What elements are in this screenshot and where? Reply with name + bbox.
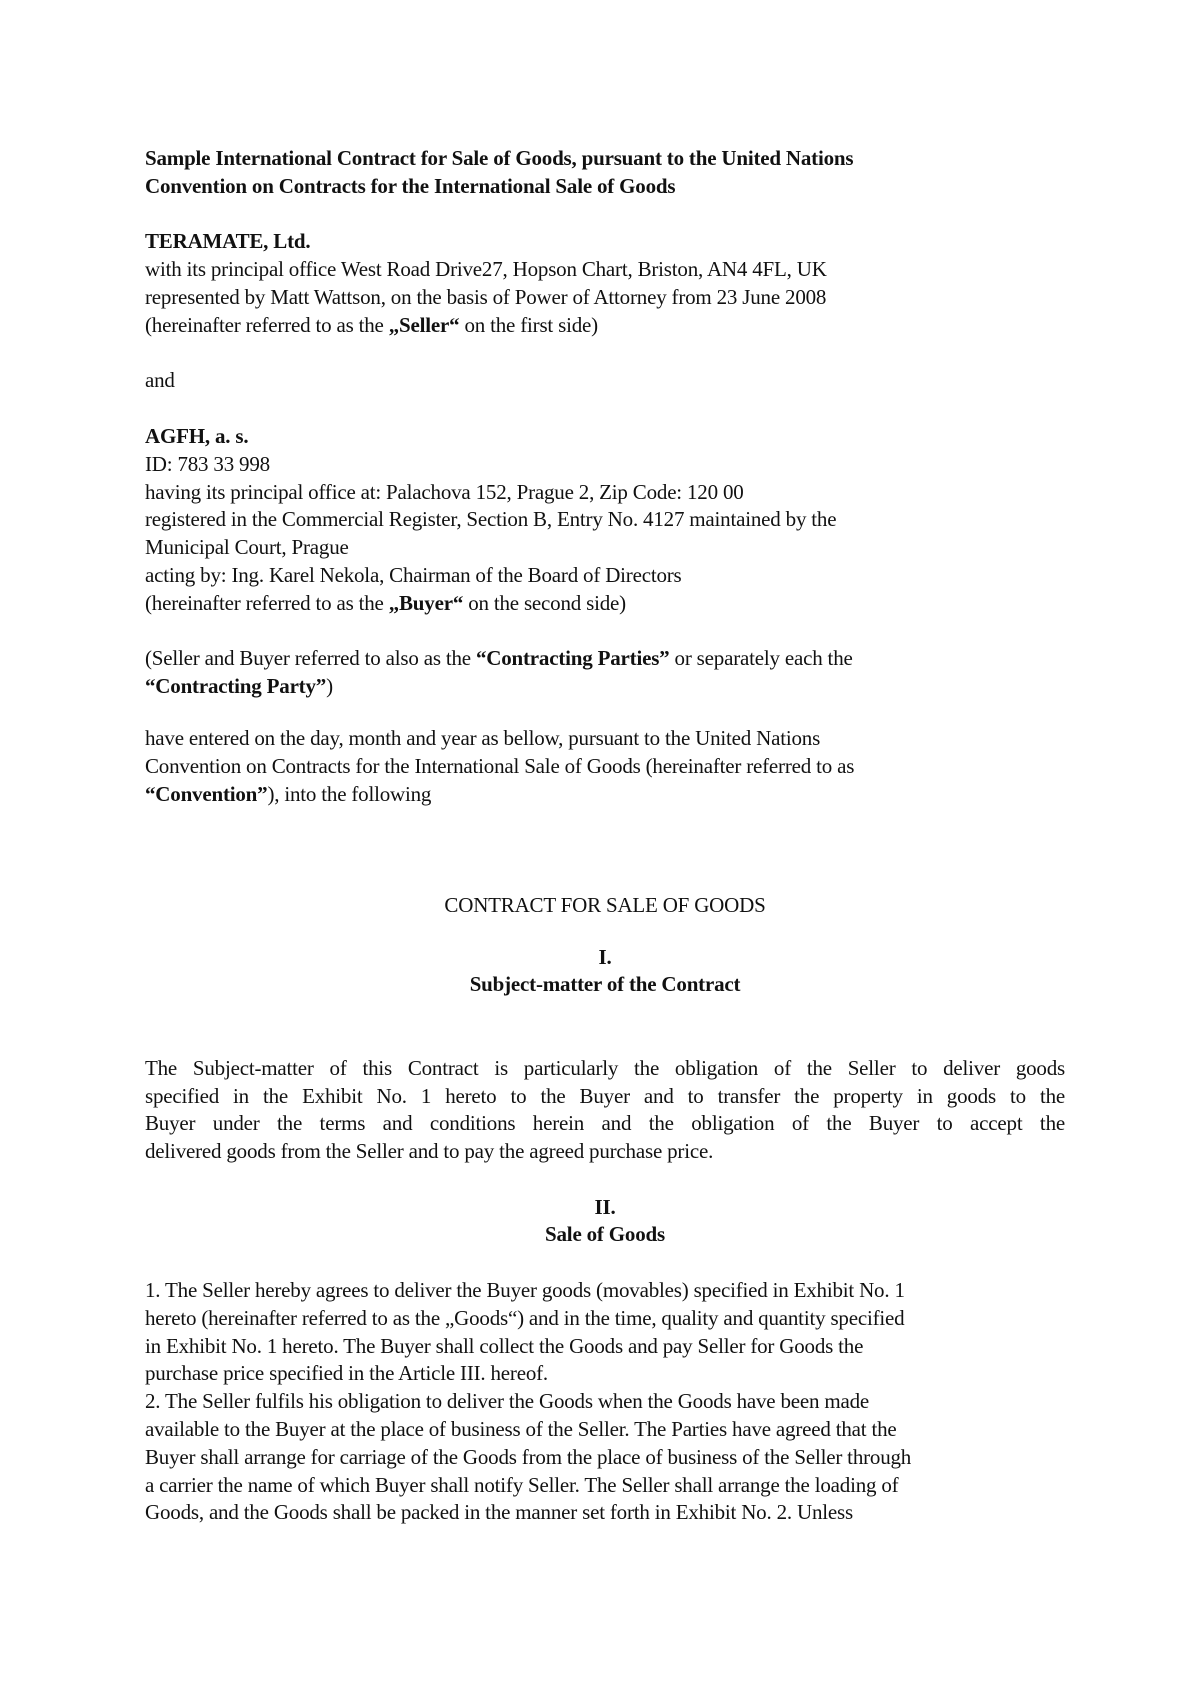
document-page xyxy=(145,145,1065,1527)
title-line-1: Sample International Contract for Sale of Goods, pursuant to the United Nations xyxy=(145,146,854,170)
parties-line-2 xyxy=(145,673,1065,701)
seller-name: TERAMATE, Ltd. xyxy=(145,229,311,254)
buyer-registered-1: registered in the Commercial Register, Section B, Entry No. 4127 maintained by the xyxy=(145,507,837,532)
article-1-line: delivered goods from the Seller and to pay the agreed purchase price. xyxy=(145,1139,714,1164)
buyer-id: ID: 783 33 998 xyxy=(145,451,270,476)
article-2-line: Buyer shall arrange for carriage of the Goods from the place of business of the Seller through xyxy=(145,1444,912,1469)
parties-l1-pre: (Seller and Buyer referred to also as the xyxy=(145,646,476,671)
buyer-acting: acting by: Ing. Karel Nekola, Chairman of the Board of Directors xyxy=(145,562,682,587)
and-text: and xyxy=(145,368,175,393)
article-2-line: 1. The Seller hereby agrees to deliver the Buyer goods (movables) specified in Exhibit No. 1 xyxy=(145,1278,905,1303)
seller-office: with its principal office West Road Drive27, Hopson Chart, Briston, AN4 4FL, UK xyxy=(145,257,827,282)
seller-represented: represented by Matt Wattson, on the basis of Power of Attorney from 23 June 2008 xyxy=(145,284,827,309)
article-2-line: in Exhibit No. 1 hereto. The Buyer shall collect the Goods and pay Seller for Goods the xyxy=(145,1333,864,1358)
entered-post: ), into the following xyxy=(267,781,432,806)
article-1-line: Buyer under the terms and conditions herein and the obligation of the Buyer to accept the xyxy=(145,1111,1065,1136)
article-1-title: Subject-matter of the Contract xyxy=(469,972,741,997)
buyer-ref-term: „Buyer“ xyxy=(388,590,464,615)
article-2-line: hereto (hereinafter referred to as the „Goods“) and in the time, quality and quantity specified xyxy=(145,1305,905,1330)
buyer-reference xyxy=(145,590,1065,618)
buyer-registered-2: Municipal Court, Prague xyxy=(145,535,349,560)
article-2-line: a carrier the name of which Buyer shall notify Seller. The Seller shall arrange the loading of xyxy=(145,1472,899,1497)
seller-reference xyxy=(145,312,1065,340)
article-1-line: The Subject-matter of this Contract is particularly the obligation of the Seller to deliver goods xyxy=(145,1055,1065,1080)
seller-ref-pre: (hereinafter referred to as the xyxy=(145,312,389,337)
parties-l2-post: ) xyxy=(326,674,333,699)
buyer-name: AGFH, a. s. xyxy=(145,423,249,448)
parties-l1-post: or separately each the xyxy=(669,646,853,671)
seller-block xyxy=(145,228,1065,339)
entered-line-3 xyxy=(145,781,1065,809)
article-2 xyxy=(145,1194,1065,1528)
article-1-number: I. xyxy=(598,944,612,969)
title-line-2: Convention on Contracts for the International Sale of Goods xyxy=(145,173,676,198)
entered-line-2: Convention on Contracts for the International Sale of Goods (hereinafter referred to as xyxy=(145,753,855,778)
buyer-ref-pre: (hereinafter referred to as the xyxy=(145,590,389,615)
article-2-title: Sale of Goods xyxy=(545,1222,665,1247)
article-1 xyxy=(145,944,1065,1166)
article-2-line: Goods, and the Goods shall be packed in the manner set forth in Exhibit No. 2. Unless xyxy=(145,1500,853,1525)
article-2-body xyxy=(145,1277,1065,1527)
article-2-number: II. xyxy=(594,1194,616,1219)
article-2-line: available to the Buyer at the place of business of the Seller. The Parties have agreed that the xyxy=(145,1417,897,1442)
buyer-block xyxy=(145,423,1065,618)
parties-definition xyxy=(145,645,1065,701)
parties-l2-term: “Contracting Party” xyxy=(145,674,327,699)
article-2-line: 2. The Seller fulfils his obligation to deliver the Goods when the Goods have been made xyxy=(145,1389,870,1414)
document-title xyxy=(145,145,1065,201)
article-1-line: specified in the Exhibit No. 1 hereto to the Buyer and to transfer the property in goods to the xyxy=(145,1083,1065,1108)
contract-heading: CONTRACT FOR SALE OF GOODS xyxy=(444,892,766,917)
seller-ref-term: „Seller“ xyxy=(388,312,460,337)
entered-line-1: have entered on the day, month and year as bellow, pursuant to the United Nations xyxy=(145,725,821,750)
article-2-line: purchase price specified in the Article III. hereof. xyxy=(145,1361,548,1386)
article-1-body xyxy=(145,1055,1065,1166)
entered-term: “Convention” xyxy=(145,781,268,806)
parties-l1-term: “Contracting Parties” xyxy=(475,646,670,671)
seller-ref-post: on the first side) xyxy=(459,312,598,337)
buyer-ref-post: on the second side) xyxy=(463,590,626,615)
parties-line-1 xyxy=(145,645,1065,673)
entered-paragraph xyxy=(145,725,1065,808)
buyer-office: having its principal office at: Palachova 152, Prague 2, Zip Code: 120 00 xyxy=(145,479,744,504)
